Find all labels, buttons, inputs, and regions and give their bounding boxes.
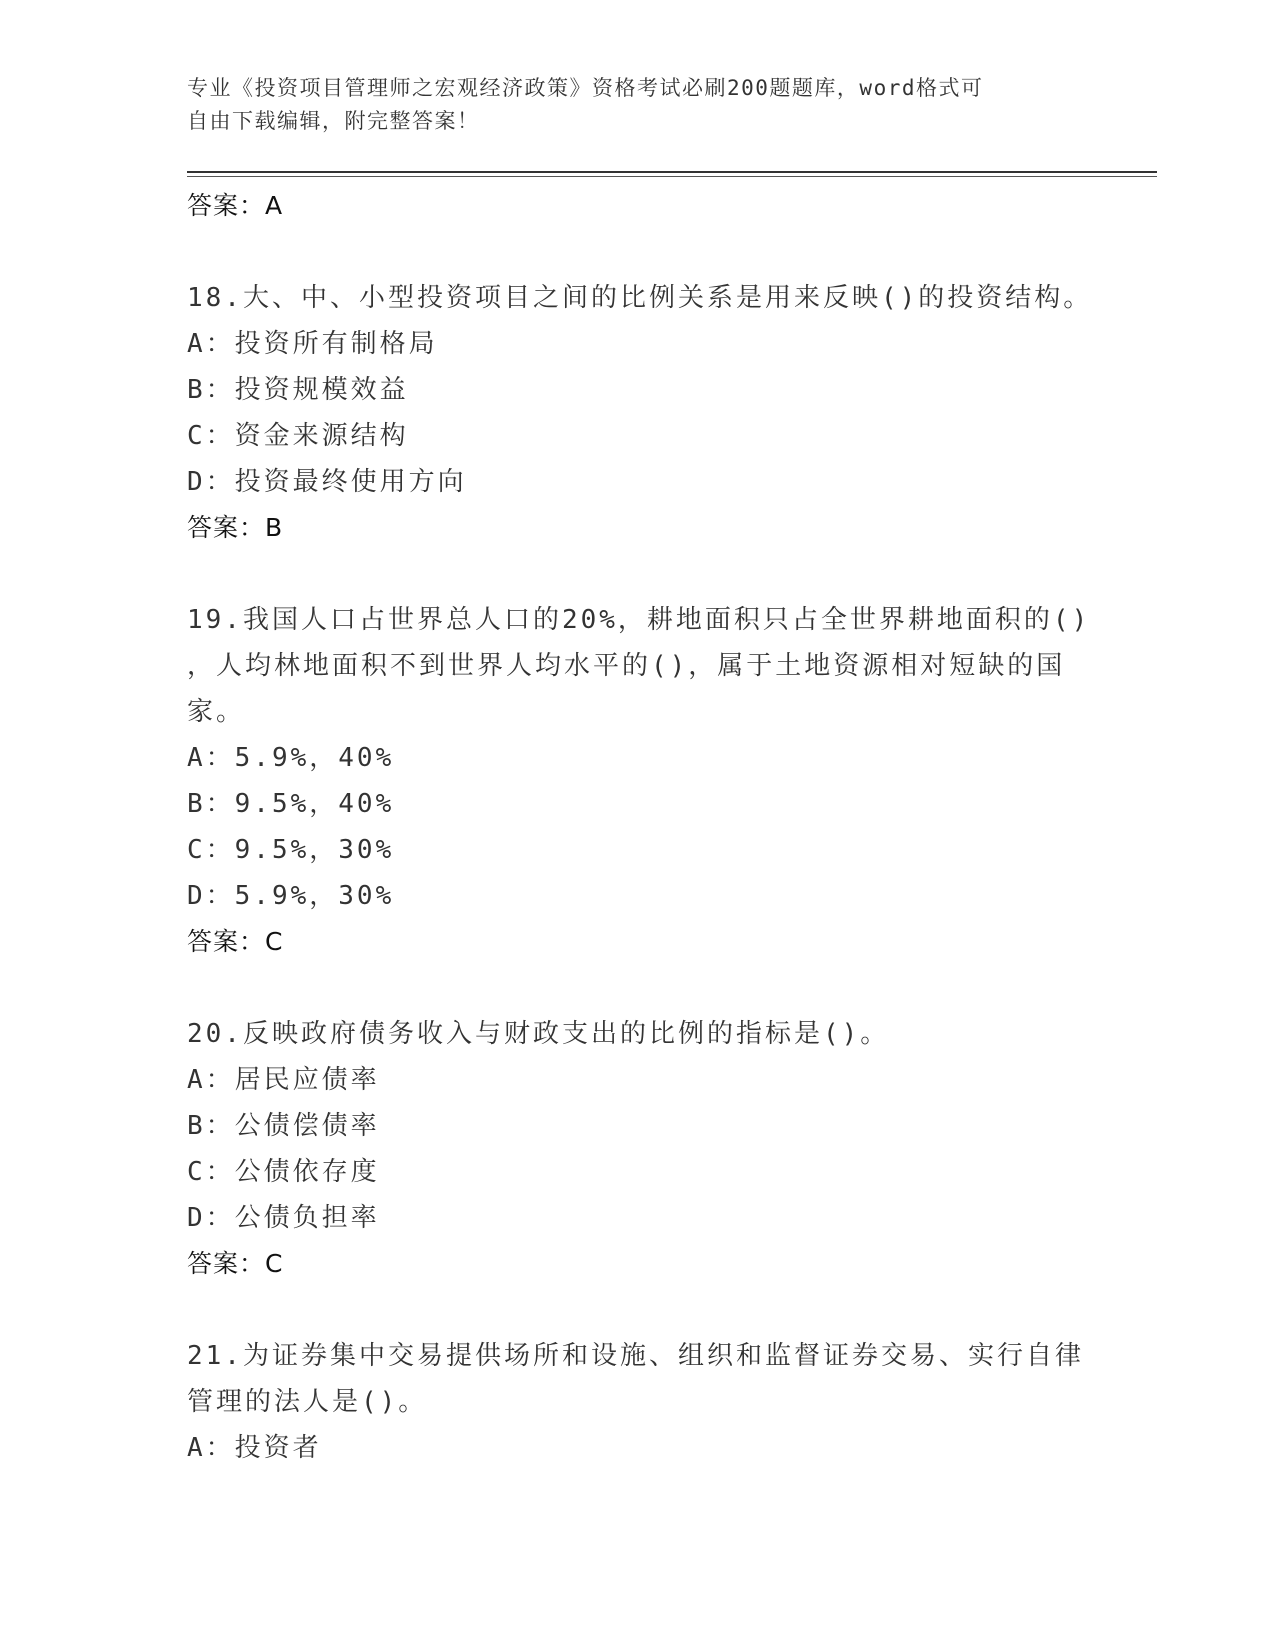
- spacer: [187, 229, 1157, 275]
- option-c: C：公债依存度: [187, 1157, 380, 1187]
- option-c: C：9.5%，30%: [187, 835, 395, 865]
- document-header: [187, 72, 1157, 138]
- option-d: D：投资最终使用方向: [187, 467, 467, 497]
- option-a: A：投资者: [187, 1433, 322, 1463]
- question-text: 18.大、中、小型投资项目之间的比例关系是用来反映()的投资结构。: [187, 283, 1093, 313]
- option-b: B：投资规模效益: [187, 375, 409, 405]
- question-block-19: [187, 597, 1157, 965]
- header-divider-thin: [187, 176, 1157, 177]
- answer-label: 答案：A: [187, 191, 284, 220]
- question-text-line-3: 家。: [187, 697, 246, 727]
- question-block-21: [187, 1333, 1157, 1471]
- option-d: D：公债负担率: [187, 1203, 380, 1233]
- answer-label: 答案：C: [187, 927, 284, 956]
- spacer: [187, 965, 1157, 1011]
- question-text-line-2: ，人均林地面积不到世界人均水平的()，属于土地资源相对短缺的国: [187, 651, 1066, 681]
- option-d: D：5.9%，30%: [187, 881, 395, 911]
- document-page: [187, 72, 1157, 1471]
- option-a: A：居民应债率: [187, 1065, 380, 1095]
- option-a: A：投资所有制格局: [187, 329, 438, 359]
- question-text-line-2: 管理的法人是()。: [187, 1387, 428, 1417]
- spacer: [187, 551, 1157, 597]
- question-text-line-1: 21.为证券集中交易提供场所和设施、组织和监督证券交易、实行自律: [187, 1341, 1084, 1371]
- option-b: B：公债偿债率: [187, 1111, 380, 1141]
- question-block-20: [187, 1011, 1157, 1287]
- question-text-line-1: 19.我国人口占世界总人口的20%，耕地面积只占全世界耕地面积的(): [187, 605, 1091, 635]
- question-block-18: [187, 275, 1157, 551]
- option-c: C：资金来源结构: [187, 421, 409, 451]
- option-b: B：9.5%，40%: [187, 789, 395, 819]
- answer-label: 答案：C: [187, 1249, 284, 1278]
- option-a: A：5.9%，40%: [187, 743, 395, 773]
- spacer: [187, 1287, 1157, 1333]
- header-line-2: 自由下载编辑，附完整答案！: [187, 109, 480, 133]
- header-divider-thick: [187, 171, 1157, 173]
- header-line-1: 专业《投资项目管理师之宏观经济政策》资格考试必刷200题题库，word格式可: [187, 76, 984, 100]
- question-text: 20.反映政府债务收入与财政支出的比例的指标是()。: [187, 1019, 890, 1049]
- answer-label: 答案：B: [187, 513, 284, 542]
